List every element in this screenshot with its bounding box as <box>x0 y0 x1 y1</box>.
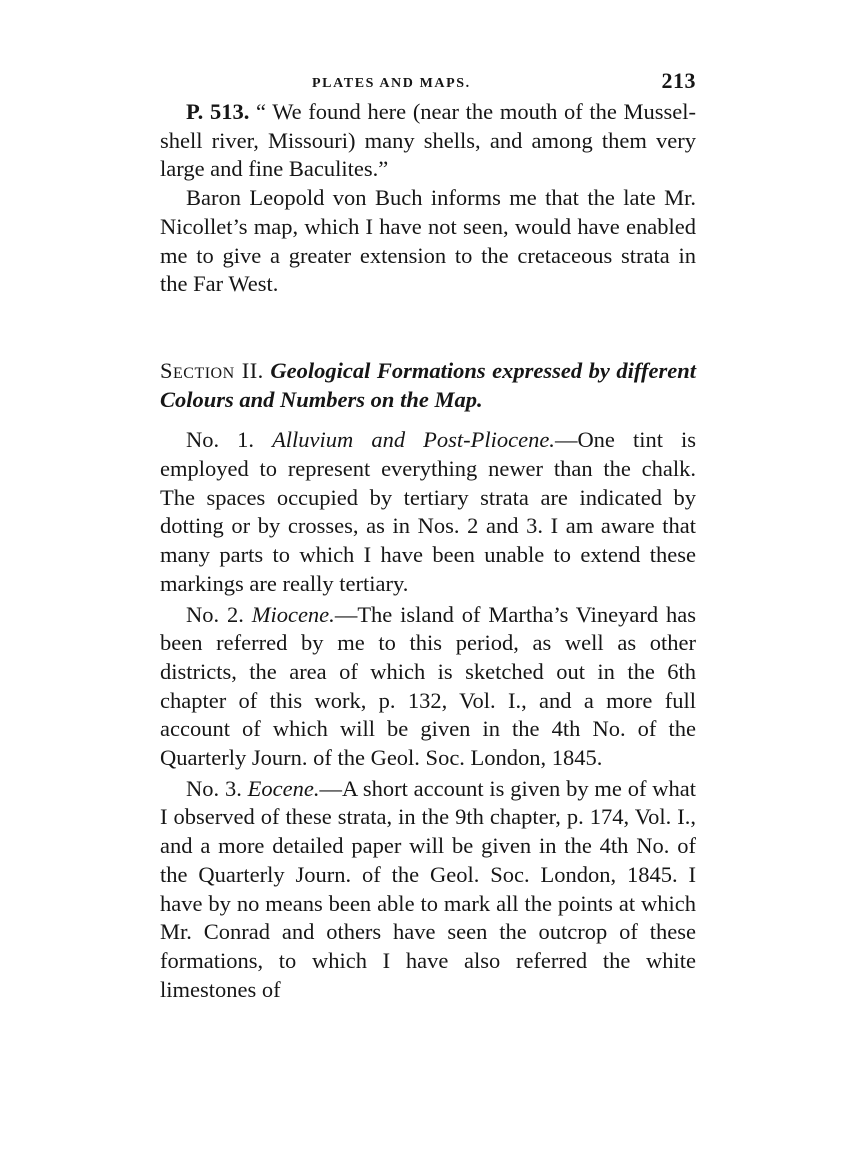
paragraph-p513 <box>160 98 696 184</box>
entry-text: —The island of Martha’s Vineyard has been referred by me to this period, as well as other districts, the area of which is sketched out in the 6th chapter of this work, p. 132, Vol. I., and a more full account of which will be given in the 4th No. of the Quarterly Journ. of the Geol. Soc. London, 1845. <box>160 601 696 771</box>
entry-text: —A short account is given by me of what I observed of these strata, in the 9th chapter, p. 174, Vol. I., and a more detailed paper will be given in the 4th No. of the Quarterly Journ. of the Geol. Soc. London, 1845. I have by no means been able to mark all the points at which Mr. Conrad and others have seen the outcrop of these formations, to which I have also referred the white limestones of <box>160 775 697 1002</box>
quotation-text: “ We found here (near the mouth of the Mussel-shell river, Missouri) many shells, and among them very large and fine Baculites.” <box>160 99 697 182</box>
entry-number: No. 1. <box>186 427 255 453</box>
entry-name: Eocene. <box>247 775 320 801</box>
running-head <box>160 66 696 98</box>
book-page <box>160 66 696 1004</box>
running-title: PLATES AND MAPS. <box>312 76 471 91</box>
section-heading <box>160 357 696 414</box>
entry-number: No. 2. <box>186 601 244 627</box>
page-reference: P. 513. <box>186 99 250 124</box>
entry-name: Miocene. <box>251 601 335 627</box>
entry-no-1 <box>160 426 696 598</box>
page-number: 213 <box>661 68 696 93</box>
entry-number: No. 3. <box>186 775 242 801</box>
entry-name: Alluvium and Post-Pliocene. <box>272 427 555 453</box>
entry-no-3 <box>160 775 696 1005</box>
entry-text: —One tint is employed to represent everything newer than the chalk. The spaces occupied by tertiary strata are indicated by dotting or by crosses, as in Nos. 2 and 3. I am aware that many parts to which I have been unable to extend these markings are really tertiary. <box>160 427 696 596</box>
section-label: Section II. <box>160 357 264 383</box>
entry-no-2 <box>160 601 696 773</box>
section-title: Geological Formations expressed by different Colours and Numbers on the Map. <box>160 357 696 412</box>
paragraph-von-buch: Baron Leopold von Buch informs me that the late Mr. Nicollet’s map, which I have not seen, would have enabled me to give a greater extension to the cretaceous strata in the Far West. <box>160 185 696 297</box>
